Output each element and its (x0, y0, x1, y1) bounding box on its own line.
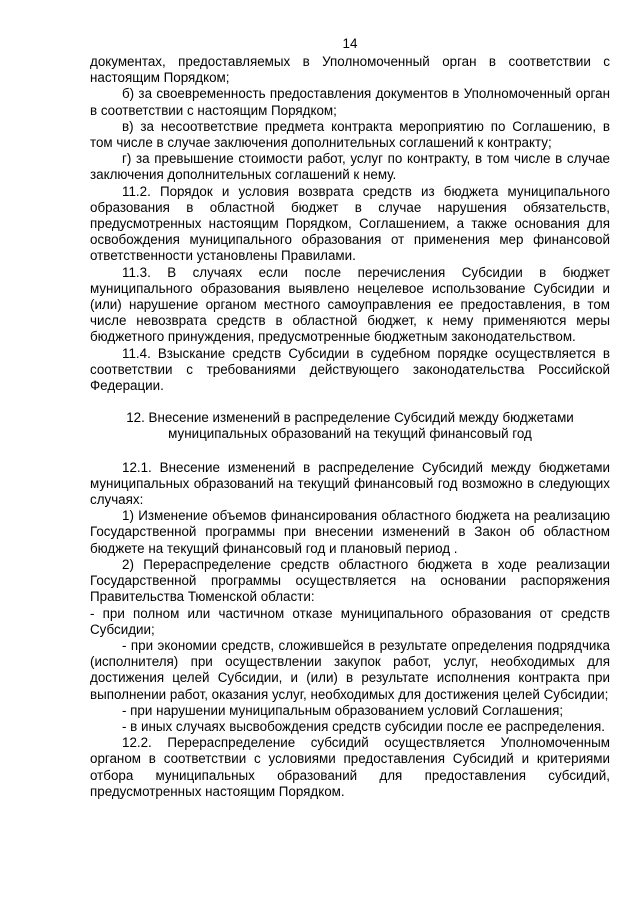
paragraph-12-2: 12.2. Перераспределение субсидий осуществляется Уполномоченным органом в соответствии с условиями предоставления Субсидий и критериями отбора муниципальных образований для предоставления субсидий, предусмотренных настоящим Порядком. (90, 735, 610, 799)
paragraph-item-g: г) за превышение стоимости работ, услуг по контракту, в том числе в случае заключения дополнительных соглашений к нему. (90, 151, 610, 183)
paragraph-12-1-case-2: 2) Перераспределение средств областного бюджета в ходе реализации Государственной программы осуществляется на основании распоряжения Правительства Тюменской области: (90, 556, 610, 605)
paragraph-11-3: 11.3. В случаях если после перечисления Субсидии в бюджет муниципального образования выявлено нецелевое использование Субсидии и (или) нарушение органом местного самоуправления ее предоставления, в том числе невозврата средств в областной бюджет, к нему применяются меры бюджетного принуждения, предусмотренные бюджетным законодательством. (90, 264, 610, 345)
paragraph-12-1-case-1: 1) Изменение объемов финансирования областного бюджета на реализацию Государственной программы при внесении изменений в Закон об областном бюджете на текущий финансовый год и плановый период . (90, 508, 610, 556)
list-item-refusal: - при полном или частичном отказе муниципального образования от средств Субсидии; (90, 605, 610, 637)
page-number: 14 (342, 36, 358, 51)
paragraph-continuation: документах, предоставляемых в Уполномоченный орган в соответствии с настоящим Порядком; (90, 54, 610, 86)
paragraph-11-2: 11.2. Порядок и условия возврата средств из бюджета муниципального образования в областной бюджет в случае нарушения обязательств, предусмотренных настоящим Порядком, Соглашением, а также основания для освобождения муниципального образования от применения мер финансовой ответственности установлены Правилами. (90, 183, 610, 264)
paragraph-11-4: 11.4. Взыскание средств Субсидии в судебном порядке осуществляется в соответствии с требованиями действующего законодательства Российской Федерации. (90, 345, 610, 394)
paragraph-12-1: 12.1. Внесение изменений в распределение Субсидий между бюджетами муниципальных образований на текущий финансовый год возможно в следующих случаях: (90, 459, 610, 508)
paragraph-item-v: в) за несоответствие предмета контракта мероприятию по Соглашению, в том числе в случае заключения дополнительных соглашений к контракту; (90, 118, 610, 151)
document-page (90, 36, 610, 800)
paragraph-item-b: б) за своевременность предоставления документов в Уполномоченный орган в соответствии с настоящим Порядком; (90, 86, 610, 118)
section-heading: 12. Внесение изменений в распределение Субсидий между бюджетами муниципальных образований на текущий финансовый год (126, 410, 574, 442)
list-item-other: - в иных случаях высвобождения средств субсидии после ее распределения. (122, 718, 605, 734)
list-item-violation: - при нарушении муниципальным образованием условий Соглашения; (122, 702, 564, 718)
list-item-savings: - при экономии средств, сложившейся в результате определения подрядчика (исполнителя) при осуществлении закупок работ, услуг, необходимых для достижения целей Субсидии, и (или) в результате исполнения контракта при выполнении работ, оказания услуг, необходимых для достижения целей Субсидии; (90, 637, 610, 702)
